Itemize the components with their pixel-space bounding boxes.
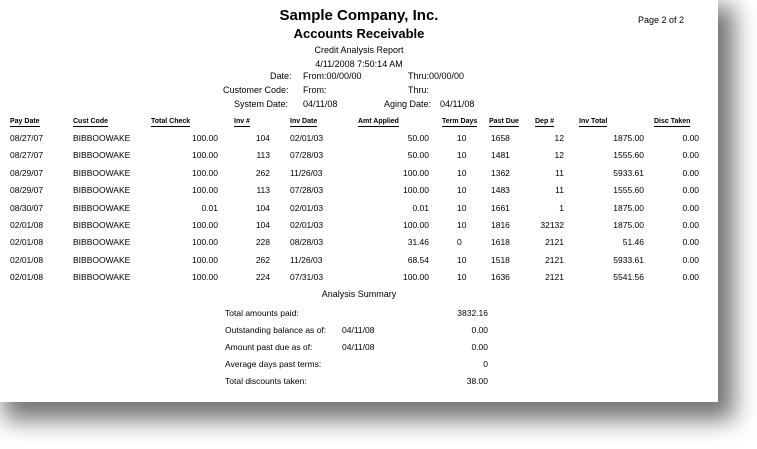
outstanding-value: 0.00 (471, 325, 488, 335)
col-header-past-due: Past Due (489, 118, 519, 125)
cell-inv-total: 1555.60 (613, 185, 644, 196)
cell-amt-applied: 100.00 (403, 185, 429, 196)
cell-total-check: 100.00 (192, 185, 218, 196)
system-date-label: System Date: (234, 99, 289, 109)
cell-past-due: 1658 (491, 133, 510, 143)
cell-term-days: 10 (457, 202, 467, 213)
report-title: Credit Analysis Report (314, 45, 404, 55)
cell-inv-num: 113 (256, 185, 270, 196)
col-header-pay-date: Pay Date (10, 118, 40, 125)
cell-term-days: 10 (457, 150, 467, 161)
cell-amt-applied: 100.00 (403, 272, 429, 283)
total-paid-label: Total amounts paid: (225, 308, 299, 318)
cell-cust-code: BIBBOOWAKE (73, 133, 131, 143)
avg-days-value: 0 (483, 359, 488, 369)
cell-inv-total: 1555.60 (613, 150, 644, 161)
cell-inv-num: 104 (255, 202, 270, 213)
total-paid-value: 3832.16 (457, 308, 488, 318)
cell-disc-taken: 0.00 (682, 133, 699, 143)
cell-inv-num: 262 (255, 167, 270, 178)
cell-term-days: 10 (457, 254, 467, 265)
cell-pay-date: 02/01/08 (10, 237, 44, 248)
cell-total-check: 100.00 (192, 150, 218, 161)
discounts-value: 38.00 (466, 376, 488, 386)
cell-disc-taken: 0.00 (682, 220, 699, 230)
cell-amt-applied: 50.00 (407, 150, 429, 161)
cell-dep-num: 2121 (545, 254, 564, 265)
cell-inv-total: 5541.56 (613, 272, 644, 283)
cell-pay-date: 02/01/08 (10, 254, 44, 265)
cell-disc-taken: 0.00 (682, 167, 699, 178)
past-due-label: Amount past due as of: (225, 342, 313, 352)
cell-dep-num: 11 (555, 167, 564, 178)
cell-inv-num: 104 (255, 133, 270, 143)
cell-pay-date: 08/29/07 (10, 185, 44, 196)
cell-term-days: 10 (457, 220, 467, 230)
cell-inv-date: 11/26/03 (290, 254, 323, 265)
cell-inv-date: 02/01/03 (290, 133, 324, 143)
cell-inv-total: 5933.61 (613, 167, 644, 178)
aging-date: 04/11/08 (440, 99, 475, 109)
cell-inv-date: 02/01/03 (290, 220, 324, 230)
cell-inv-date: 08/28/03 (290, 237, 324, 248)
past-due-date: 04/11/08 (342, 342, 375, 352)
cell-amt-applied: 68.54 (407, 254, 429, 265)
cell-inv-total: 51.46 (622, 237, 644, 248)
col-header-inv-num: Inv # (234, 118, 250, 125)
page-number: Page 2 of 2 (638, 15, 685, 25)
customer-thru: Thru: (408, 85, 430, 95)
cell-amt-applied: 100.00 (403, 167, 429, 178)
cell-cust-code: BIBBOOWAKE (73, 220, 131, 230)
cell-term-days: 10 (457, 133, 467, 143)
date-from: From:00/00/00 (303, 71, 362, 81)
cell-pay-date: 02/01/08 (10, 272, 44, 283)
cell-dep-num: 11 (555, 185, 564, 196)
cell-inv-total: 1875.00 (613, 220, 644, 230)
cell-cust-code: BIBBOOWAKE (73, 150, 131, 161)
discounts-label: Total discounts taken: (225, 376, 307, 386)
col-header-inv-total: Inv Total (579, 118, 608, 125)
cell-disc-taken: 0.00 (682, 272, 699, 283)
cell-inv-num: 104 (255, 220, 270, 230)
cell-pay-date: 08/27/07 (10, 150, 44, 161)
customer-from: From: (303, 85, 327, 95)
cell-past-due: 1636 (491, 272, 510, 283)
summary-title: Analysis Summary (321, 289, 397, 299)
company-name: Sample Company, Inc. (279, 7, 439, 24)
cell-inv-num: 228 (255, 237, 270, 248)
cell-disc-taken: 0.00 (682, 150, 699, 161)
cell-dep-num: 12 (554, 133, 564, 143)
date-thru: Thru:00/00/00 (408, 71, 465, 81)
cell-total-check: 100.00 (192, 133, 218, 143)
report-timestamp: 4/11/2008 7:50:14 AM (315, 59, 403, 69)
cell-cust-code: BIBBOOWAKE (73, 185, 131, 196)
cell-dep-num: 1 (559, 202, 564, 213)
cell-inv-date: 11/26/03 (290, 167, 323, 178)
cell-total-check: 0.01 (201, 202, 218, 213)
cell-disc-taken: 0.00 (682, 202, 699, 213)
cell-total-check: 100.00 (192, 237, 218, 248)
cell-past-due: 1518 (491, 254, 510, 265)
outstanding-label: Outstanding balance as of: (225, 325, 327, 335)
col-header-term-days: Term Days (442, 118, 478, 125)
past-due-value: 0.00 (471, 342, 488, 352)
cell-term-days: 10 (457, 167, 467, 178)
col-header-total-check: Total Check (151, 118, 191, 125)
col-header-cust-code: Cust Code (73, 118, 108, 125)
cell-disc-taken: 0.00 (682, 254, 699, 265)
cell-term-days: 10 (457, 272, 467, 283)
cell-past-due: 1816 (491, 220, 510, 230)
cell-inv-total: 5933.61 (613, 254, 644, 265)
cell-dep-num: 32132 (540, 220, 564, 230)
cell-dep-num: 2121 (545, 272, 564, 283)
cell-disc-taken: 0.00 (682, 185, 699, 196)
cell-amt-applied: 0.01 (412, 202, 429, 213)
system-date: 04/11/08 (303, 99, 338, 109)
cell-total-check: 100.00 (192, 167, 218, 178)
cell-pay-date: 02/01/08 (10, 220, 44, 230)
cell-cust-code: BIBBOOWAKE (73, 254, 131, 265)
cell-past-due: 1661 (491, 202, 510, 213)
outstanding-date: 04/11/08 (342, 325, 375, 335)
cell-pay-date: 08/29/07 (10, 167, 44, 178)
cell-cust-code: BIBBOOWAKE (73, 202, 131, 213)
report-name: Accounts Receivable (293, 26, 425, 41)
cell-total-check: 100.00 (192, 272, 218, 283)
cell-total-check: 100.00 (192, 254, 218, 265)
cell-past-due: 1483 (491, 185, 510, 196)
cell-inv-date: 07/28/03 (290, 185, 324, 196)
customer-code-label: Customer Code: (223, 85, 289, 95)
cell-amt-applied: 100.00 (403, 220, 429, 230)
cell-cust-code: BIBBOOWAKE (73, 237, 131, 248)
col-header-dep-num: Dep # (535, 118, 555, 125)
cell-inv-total: 1875.00 (613, 202, 644, 213)
cell-inv-num: 113 (256, 150, 270, 161)
cell-pay-date: 08/30/07 (10, 202, 44, 213)
cell-past-due: 1618 (491, 237, 510, 248)
cell-term-days: 0 (457, 237, 462, 248)
cell-inv-date: 07/31/03 (290, 272, 324, 283)
date-label: Date: (270, 71, 292, 81)
cell-dep-num: 2121 (545, 237, 564, 248)
cell-inv-num: 262 (255, 254, 270, 265)
cell-pay-date: 08/27/07 (10, 133, 44, 143)
cell-inv-date: 07/28/03 (290, 150, 324, 161)
cell-past-due: 1481 (491, 150, 510, 161)
cell-inv-total: 1875.00 (613, 133, 644, 143)
cell-amt-applied: 31.46 (407, 237, 429, 248)
cell-inv-date: 02/01/03 (290, 202, 324, 213)
cell-total-check: 100.00 (192, 220, 218, 230)
cell-cust-code: BIBBOOWAKE (73, 272, 131, 283)
cell-dep-num: 12 (554, 150, 564, 161)
cell-cust-code: BIBBOOWAKE (73, 167, 131, 178)
col-header-amt-applied: Amt Applied (358, 118, 399, 125)
col-header-disc-taken: Disc Taken (654, 118, 691, 125)
cell-past-due: 1362 (491, 167, 510, 178)
cell-amt-applied: 50.00 (407, 133, 429, 143)
aging-date-label: Aging Date: (384, 99, 432, 109)
avg-days-label: Average days past terms: (225, 359, 322, 369)
cell-term-days: 10 (457, 185, 467, 196)
cell-inv-num: 224 (255, 272, 270, 283)
cell-disc-taken: 0.00 (682, 237, 699, 248)
col-header-inv-date: Inv Date (290, 118, 318, 125)
